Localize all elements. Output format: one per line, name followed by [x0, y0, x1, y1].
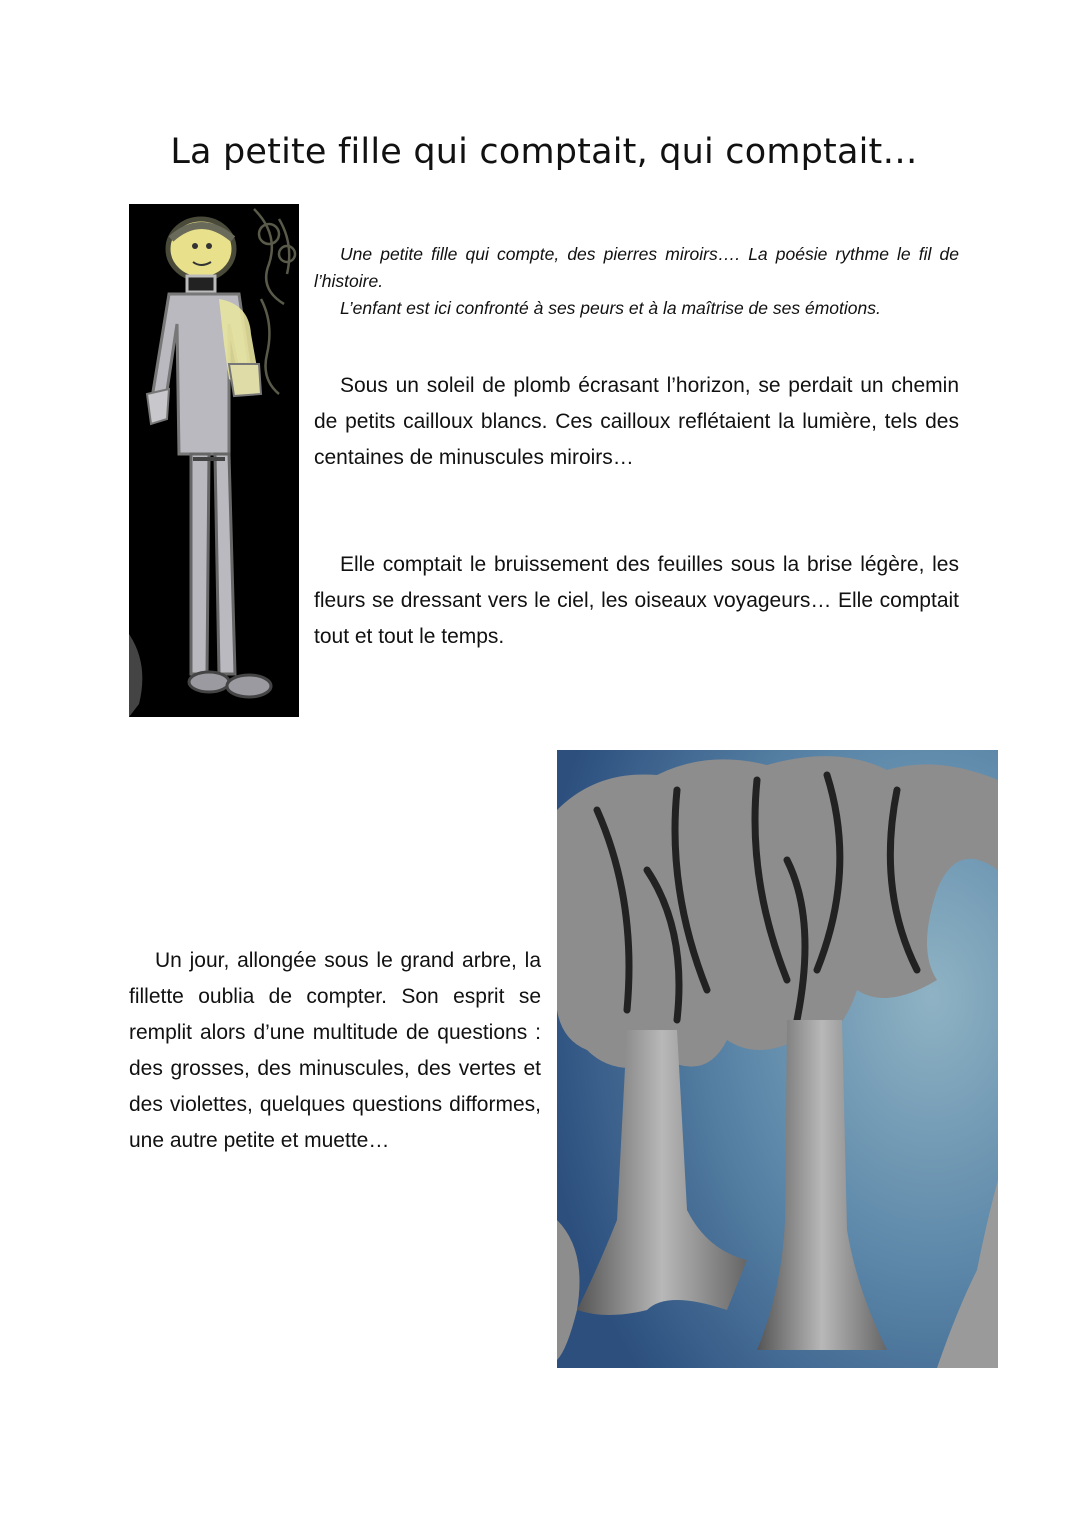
- intro-line-2: L’enfant est ici confronté à ses peurs et à la maîtrise de ses émotions.: [340, 298, 881, 318]
- page-title: La petite fille qui comptait, qui comptait…: [170, 132, 918, 172]
- trees-painting-illustration: [557, 750, 998, 1368]
- paragraph-2: Elle comptait le bruissement des feuilles sous la brise légère, les fleurs se dressant vers le ciel, les oiseaux voyageurs… Elle comptait tout et tout le temps.: [314, 553, 959, 648]
- girl-drawing-illustration: [129, 204, 299, 717]
- intro-summary: [314, 241, 959, 322]
- intro-line-1: Une petite fille qui compte, des pierres miroirs…. La poésie rythme le fil de l’histoire.: [314, 244, 959, 291]
- paragraph-3: Un jour, allongée sous le grand arbre, la fillette oublia de compter. Son esprit se remplit alors d’une multitude de questions : des grosses, des minuscules, des vertes et des violettes, quelques questions difformes, une autre petite et muette…: [129, 949, 541, 1152]
- paragraph-1: Sous un soleil de plomb écrasant l’horizon, se perdait un chemin de petits cailloux blancs. Ces cailloux reflétaient la lumière, tels des centaines de minuscules miroirs…: [314, 374, 959, 469]
